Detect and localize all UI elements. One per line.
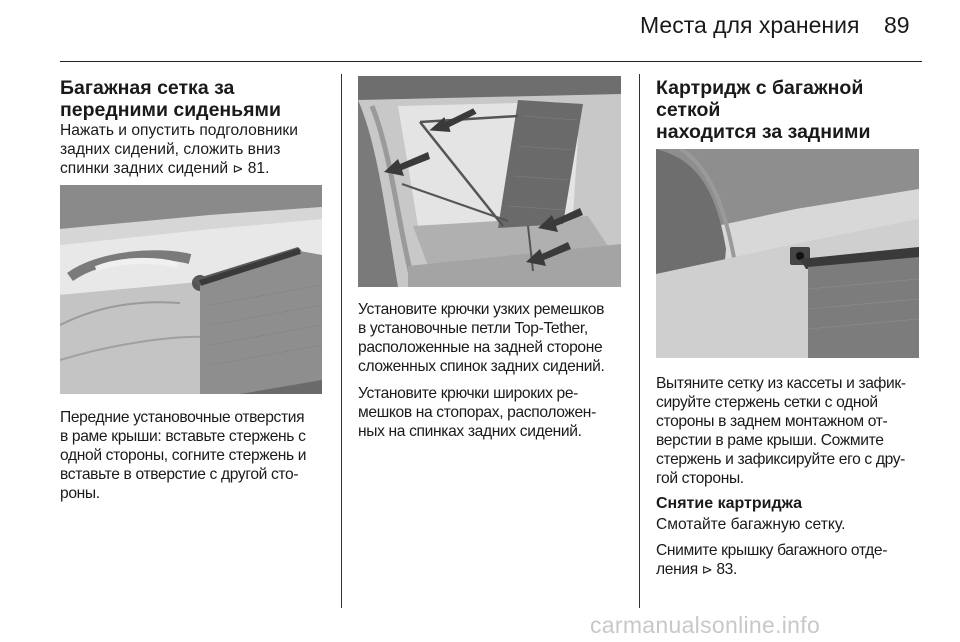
page-number: 89 <box>884 12 910 38</box>
text-line: верстии в раме крыши. Сожмите <box>656 432 884 449</box>
column-divider-1 <box>341 74 342 608</box>
text-line: стержень и зафиксируйте его с дру- <box>656 451 906 468</box>
column-divider-2 <box>639 74 640 608</box>
page-ref-link[interactable]: 83. <box>716 561 737 578</box>
subheading-remove-cartridge: Снятие картриджа <box>656 495 803 512</box>
text-line: в раме крыши: вставьте стержень с <box>60 428 306 445</box>
col3-para-pull-net <box>656 374 936 488</box>
col2-para-narrow-straps <box>358 300 634 376</box>
col2-para-wide-straps <box>358 384 634 441</box>
text-line: спинки задних сидений ⊳ 81. <box>60 160 270 177</box>
page-ref-link[interactable]: 81. <box>247 160 270 177</box>
section-heading-front-net: Багажная сетка за передними сиденьями <box>60 77 281 121</box>
col3-para-remove-cover <box>656 541 926 579</box>
col1-caption <box>60 408 338 503</box>
text-line: ления ⊳ 83. <box>656 561 737 578</box>
heading-line: находится за задними <box>656 121 871 143</box>
text-line: гой стороны. <box>656 470 744 487</box>
col1-intro-paragraph <box>60 121 335 178</box>
header-rule <box>60 61 922 62</box>
page-ref-arrow-icon: ⊳ <box>232 161 244 176</box>
text-line: Установите крючки узких ремешков <box>358 301 604 318</box>
page-ref-arrow-icon: ⊳ <box>701 562 713 577</box>
text-line: Снимите крышку багажного отде- <box>656 542 888 559</box>
text-line: Установите крючки широких ре- <box>358 385 579 402</box>
text-line: Вытяните сетку из кассеты и зафик- <box>656 375 906 392</box>
text-line: мешков на стопорах, расположен- <box>358 404 596 421</box>
figure-rear-cartridge <box>656 149 919 358</box>
text-line: расположенные на задней стороне <box>358 339 603 356</box>
text-line: одной стороны, согните стержень и <box>60 447 307 464</box>
watermark: carmanualsonline.info <box>590 612 821 638</box>
text-line: Нажать и опустить подголовники <box>60 122 298 139</box>
text-line: сложенных спинок задних сидений. <box>358 358 605 375</box>
text-line: вставьте в отверстие с другой сто- <box>60 466 299 483</box>
text-line: в установочные петли Top-Tether, <box>358 320 588 337</box>
col3-para-roll-net: Смотайте багажную сетку. <box>656 516 846 533</box>
figure-front-mount-holes <box>60 185 322 394</box>
text-line: Передние установочные отверстия <box>60 409 305 426</box>
text-line: роны. <box>60 485 100 502</box>
text-line: ных на спинках задних сидений. <box>358 423 582 440</box>
text-line: стороны в заднем монтажном от- <box>656 413 888 430</box>
text-line: сируйте стержень сетки с одной <box>656 394 878 411</box>
figure-net-strap-hooks <box>358 76 621 287</box>
text-line: задних сидений, сложить вниз <box>60 141 281 158</box>
page-header-title: Места для хранения <box>640 12 860 38</box>
heading-line: Картридж с багажной сеткой <box>656 77 864 121</box>
